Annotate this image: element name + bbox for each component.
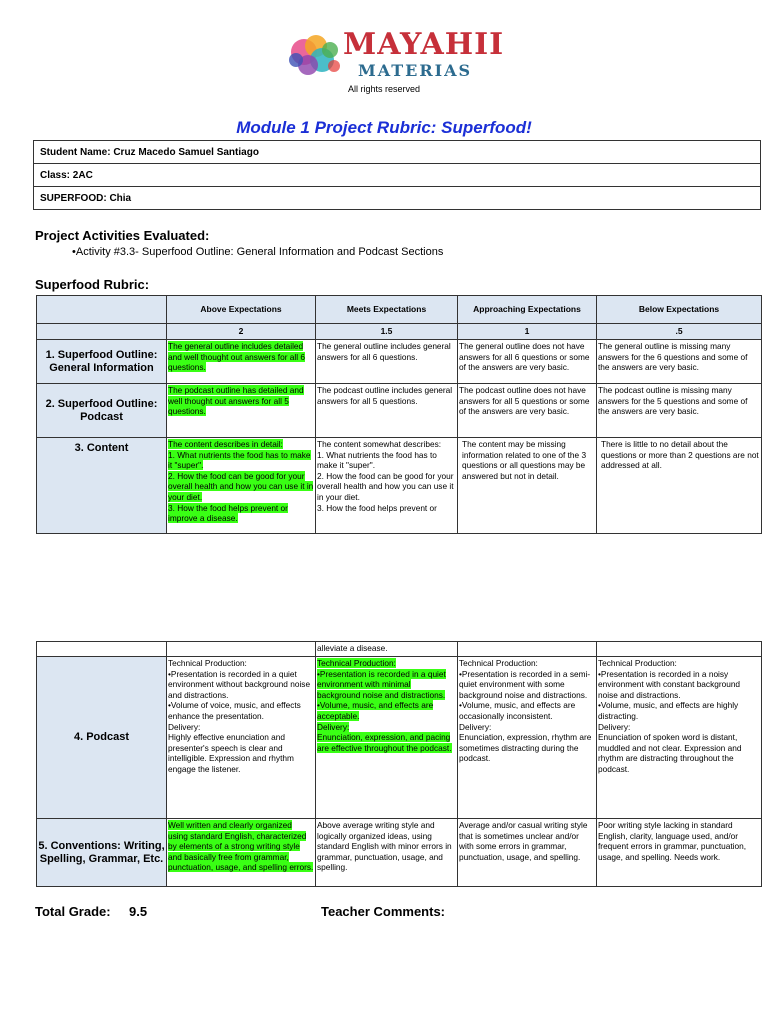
content-meets-line-3: 2. How the food can be good for your overall health and how you can use it in your diet. — [317, 470, 454, 502]
podcast-approaching-line-2: •Presentation is recorded in a semi-quiet environment with some background noise and distractions. — [459, 668, 591, 700]
rubric-table-part-1 — [36, 295, 762, 534]
content-below-cell: There is little to no detail about the questions or more than 2 questions are not addressed at all. — [597, 438, 762, 534]
points-below: .5 — [597, 324, 762, 340]
logo-sub-text: MATERIAS — [358, 61, 473, 80]
general-above-cell — [167, 340, 316, 384]
podcast-meets-line-5: Enunciation, expression, and pacing are effective throughout the podcast. — [317, 732, 452, 753]
conventions-approaching-cell: Average and/or casual writing style that is sometimes unclear and/or with some errors in grammar, punctuation, usage, and spelling. — [458, 819, 597, 887]
podcast-above-line-4: Delivery: — [168, 721, 201, 732]
podcast-below-line-2: •Presentation is recorded in a noisy environment with constant background noise and distractions. — [598, 668, 741, 700]
podcast-below-line-5: Enunciation of spoken word is distant, muddled and not clear. Expression and rhythm are distracting throughout the podcast. — [598, 732, 742, 774]
content-meets-line-4: 3. How the food helps prevent or — [317, 502, 437, 513]
total-grade-label: Total Grade: — [35, 904, 111, 919]
podcast-approaching-cell — [458, 657, 597, 819]
student-name: Student Name: Cruz Macedo Samuel Santiago — [34, 141, 761, 164]
points-meets: 1.5 — [316, 324, 458, 340]
criterion-podcast-outline: 2. Superfood Outline: Podcast — [37, 384, 167, 438]
podcast-approaching-line-3: •Volume, music, and effects are occasionally inconsistent. — [459, 700, 576, 721]
criterion-content: 3. Content — [37, 438, 167, 534]
criterion-podcast: 4. Podcast — [37, 657, 167, 819]
podcast-outline-below-cell: The podcast outline is missing many answers for the 5 questions and some of the answers are very basic. — [597, 384, 762, 438]
content-meets-line-1: The content somewhat describes: — [317, 439, 442, 449]
rights-notice: All rights reserved — [347, 84, 421, 94]
activity-item: •Activity #3.3- Superfood Outline: General Information and Podcast Sections — [72, 246, 444, 258]
points-approaching: 1 — [458, 324, 597, 340]
podcast-above-line-3: •Volume of voice, music, and effects enhance the presentation. — [168, 700, 301, 721]
podcast-below-line-1: Technical Production: — [598, 658, 677, 668]
continued-meets-cell: alleviate a disease. — [316, 642, 458, 657]
teacher-comments-label: Teacher Comments: — [321, 904, 446, 919]
content-meets-cell — [316, 438, 458, 534]
podcast-meets-line-1: Technical Production: — [317, 658, 396, 668]
podcast-above-cell — [167, 657, 316, 819]
podcast-below-cell — [597, 657, 762, 819]
rubric-corner — [37, 296, 167, 324]
content-above-line-3: 2. How the food can be good for your overall health and how you can use it in your diet. — [168, 470, 314, 502]
rubric-heading: Superfood Rubric: — [35, 277, 150, 292]
podcast-outline-meets-cell: The podcast outline includes general answers for all 5 questions. — [316, 384, 458, 438]
criterion-general-info: 1. Superfood Outline: General Information — [37, 340, 167, 384]
podcast-outline-above-text: The podcast outline has detailed and well thought out answers for all 5 questions. — [168, 385, 304, 417]
podcast-meets-cell — [316, 657, 458, 819]
podcast-above-line-1: Technical Production: — [168, 658, 247, 668]
level-approaching-header: Approaching Expectations — [458, 296, 597, 324]
content-meets-line-2: 1. What nutrients the food has to make it "super". — [317, 449, 437, 471]
podcast-meets-line-3: •Volume, music, and effects are acceptable. — [317, 700, 434, 721]
content-above-line-1: The content describes in detail: — [168, 439, 283, 449]
podcast-below-line-4: Delivery: — [598, 721, 631, 732]
general-below-cell: The general outline is missing many answers for the 6 questions and some of the answers are very basic. — [597, 340, 762, 384]
points-above: 2 — [167, 324, 316, 340]
podcast-outline-above-cell — [167, 384, 316, 438]
level-above-header: Above Expectations — [167, 296, 316, 324]
level-below-header: Below Expectations — [597, 296, 762, 324]
conventions-above-cell — [167, 819, 316, 887]
logo-brand-text: MAYAHII — [343, 27, 505, 62]
content-above-line-2: 1. What nutrients the food has to make it "super". — [168, 449, 311, 471]
content-above-line-4: 3. How the food helps prevent or improve a disease. — [168, 502, 288, 524]
rubric-table-part-2 — [36, 641, 762, 887]
podcast-meets-line-4: Delivery: — [317, 721, 350, 732]
podcast-above-line-2: •Presentation is recorded in a quiet environment without background noise and distractions. — [168, 668, 311, 700]
conventions-below-cell: Poor writing style lacking in standard English, clarity, language used, and/or frequent errors in grammar, punctuation, usage, and spelling. Needs work. — [597, 819, 762, 887]
general-meets-cell: The general outline includes general answers for all 6 questions. — [316, 340, 458, 384]
level-meets-header: Meets Expectations — [316, 296, 458, 324]
conventions-meets-cell: Above average writing style and logically organized ideas, using standard English with minor errors in grammar, punctuation, usage, and spelling. — [316, 819, 458, 887]
podcast-above-line-5: Highly effective enunciation and presenter's speech is clear and intelligible. Expression and rhythm engage the listener. — [168, 732, 294, 774]
podcast-outline-approaching-cell: The podcast outline does not have answers for all 5 questions or some of the answers are very basic. — [458, 384, 597, 438]
student-class: Class: 2AC — [34, 164, 761, 187]
podcast-approaching-line-1: Technical Production: — [459, 658, 538, 668]
general-approaching-cell: The general outline does not have answers for all 6 questions or some of the answers are very basic. — [458, 340, 597, 384]
continued-criterion-cell — [37, 642, 167, 657]
page-title: Module 1 Project Rubric: Superfood! — [236, 118, 532, 137]
continued-below-cell — [597, 642, 762, 657]
podcast-below-line-3: •Volume, music, and effects are highly distracting. — [598, 700, 739, 721]
student-superfood: SUPERFOOD: Chia — [34, 187, 761, 210]
total-grade-value: 9.5 — [129, 904, 148, 919]
points-corner — [37, 324, 167, 340]
content-above-cell — [167, 438, 316, 534]
podcast-approaching-line-4: Delivery: — [459, 721, 492, 732]
continued-approaching-cell — [458, 642, 597, 657]
continued-above-cell — [167, 642, 316, 657]
criterion-conventions: 5. Conventions: Writing, Spelling, Grammar, Etc. — [37, 819, 167, 887]
podcast-approaching-line-5: Enunciation, expression, rhythm are sometimes distracting during the podcast. — [459, 732, 592, 764]
activities-heading: Project Activities Evaluated: — [35, 228, 210, 243]
conventions-above-text: Well written and clearly organized using standard English, characterized by elements of a strong writing style and basically free from grammar, punctuation, usage, and spelling errors. — [168, 820, 314, 873]
general-above-text: The general outline includes detailed and well thought out answers for all 6 questions. — [168, 341, 305, 373]
content-approaching-cell: The content may be missing information related to one of the 3 questions or all questions may be answered but not in detail. — [458, 438, 597, 534]
student-info-table — [33, 140, 761, 210]
podcast-meets-line-2: •Presentation is recorded in a quiet environment with minimal background noise and distractions. — [317, 668, 446, 700]
